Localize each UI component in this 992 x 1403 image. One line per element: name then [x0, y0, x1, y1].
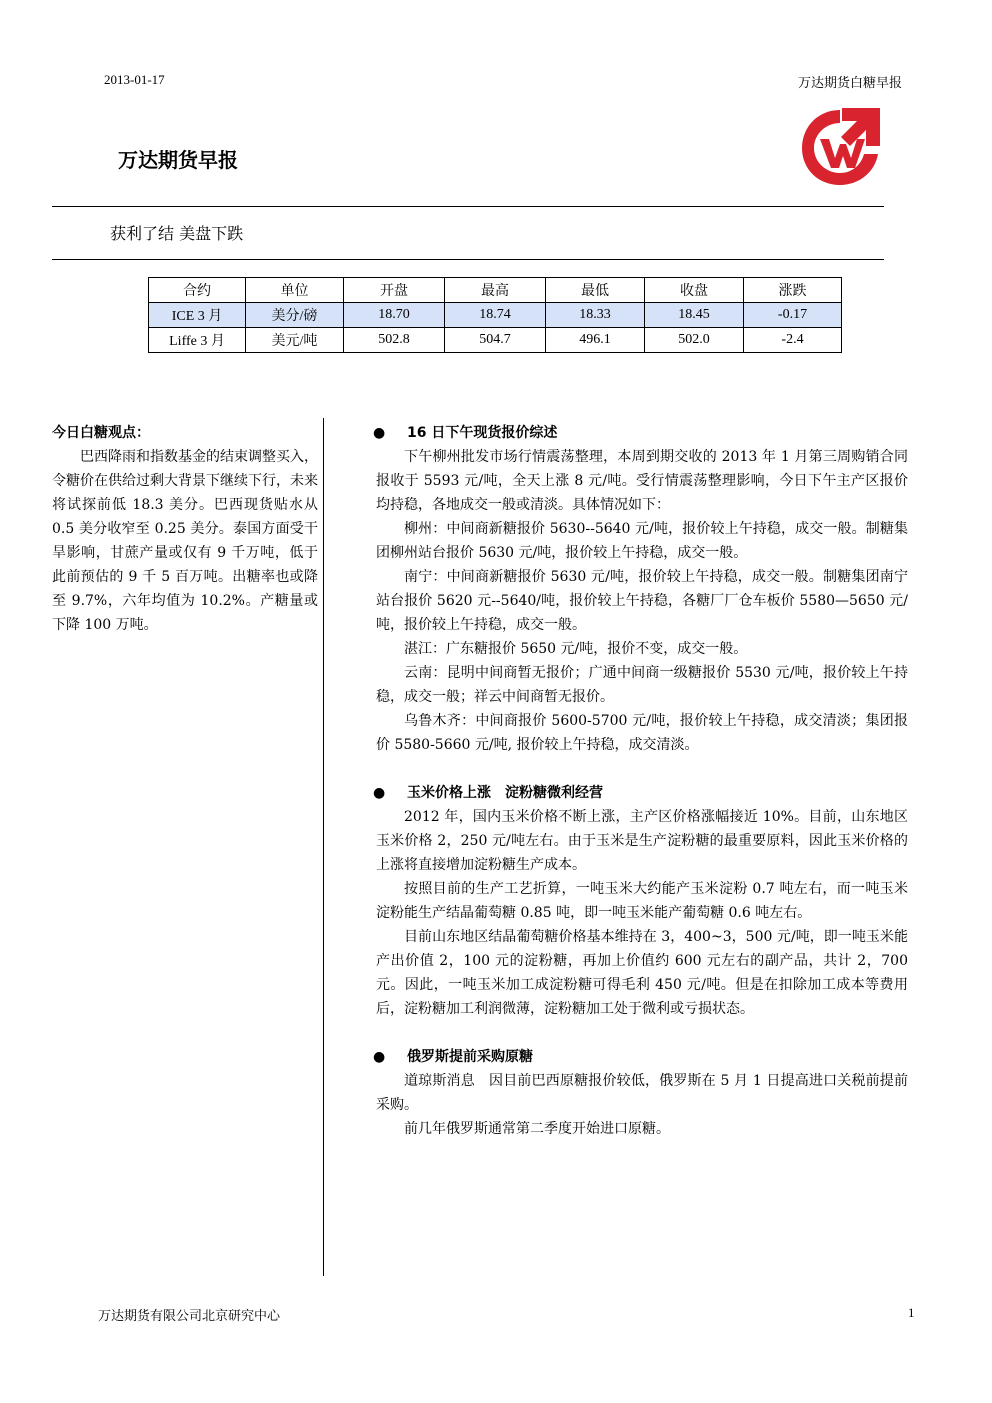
paragraph: 南宁：中间商新糖报价 5630 元/吨，报价较上午持稳，成交一般。制糖集团南宁站台报价 5620 元--5640/吨，报价较上午持稳，各糖厂厂仓车板价 5580—5650 元/吨，报价较上午持稳，成交一般。	[376, 569, 908, 633]
bullet-icon: ●	[373, 785, 386, 801]
paragraph: 2012 年，国内玉米价格不断上涨，主产区价格涨幅接近 10%。目前，山东地区玉米价格 2，250 元/吨左右。由于玉米是生产淀粉糖的最重要原料，因此玉米价格的上涨将直接增加淀粉糖生产成本。	[376, 809, 908, 873]
table-cell: -2.4	[744, 328, 842, 353]
section-heading	[373, 421, 908, 445]
table-cell: 18.45	[645, 303, 744, 328]
report-date: 2013-01-17	[104, 72, 165, 87]
section-heading	[373, 781, 908, 805]
section-heading	[373, 1045, 908, 1069]
wanda-futures-logo-icon	[796, 106, 884, 188]
table-row	[149, 303, 842, 328]
title-divider	[52, 206, 884, 207]
sugar-outlook-sidebar	[52, 421, 318, 637]
header-cell: 最高	[445, 278, 546, 303]
header-cell: 涨跌	[744, 278, 842, 303]
sidebar-body: 巴西降雨和指数基金的结束调整买入，令糖价在供给过剩大背景下继续下行，未来将试探前低 18.3 美分。巴西现货贴水从 0.5 美分收窄至 0.25 美分。泰国方面受干旱影响，甘蔗产量或仅有 9 千万吨，低于此前预估的 9 千 5 百万吨。出糖率也或降至 9.7%，六年均值为 10.2%。产糖量或下降 100 万吨。	[52, 449, 318, 633]
quote-table-header	[149, 278, 842, 303]
section-spot-quotes	[373, 421, 908, 757]
header-cell: 开盘	[344, 278, 445, 303]
paragraph: 道琼斯消息 因目前巴西原糖报价较低，俄罗斯在 5 月 1 日提高进口关税前提前采购。	[376, 1073, 908, 1113]
header-cell: 收盘	[645, 278, 744, 303]
headline: 获利了结 美盘下跌	[110, 224, 244, 243]
page-number: 1	[908, 1305, 915, 1320]
table-cell: 504.7	[445, 328, 546, 353]
footer-org: 万达期货有限公司北京研究中心	[98, 1309, 281, 1324]
table-cell: 18.33	[546, 303, 645, 328]
section-russia-raw-sugar	[373, 1045, 908, 1141]
bullet-icon: ●	[373, 1049, 386, 1065]
section-heading-text: 俄罗斯提前采购原糖	[407, 1049, 533, 1065]
sidebar-heading: 今日白糖观点：	[52, 425, 150, 441]
section-heading-text: 玉米价格上涨 淀粉糖微利经营	[407, 785, 603, 801]
table-row	[149, 328, 842, 353]
paragraph: 柳州：中间商新糖报价 5630--5640 元/吨，报价较上午持稳，成交一般。制糖集团柳州站台报价 5630 元/吨，报价较上午持稳，成交一般。	[376, 521, 908, 561]
table-cell: 美分/磅	[246, 303, 344, 328]
table-cell: 18.70	[344, 303, 445, 328]
table-cell: 美元/吨	[246, 328, 344, 353]
table-cell: 502.8	[344, 328, 445, 353]
table-cell: 496.1	[546, 328, 645, 353]
page-title: 万达期货早报	[118, 148, 238, 172]
headline-divider	[52, 259, 884, 260]
quote-table	[148, 277, 842, 353]
paragraph: 前几年俄罗斯通常第二季度开始进口原糖。	[404, 1121, 670, 1137]
paragraph: 下午柳州批发市场行情震荡整理，本周到期交收的 2013 年 1 月第三周购销合同报收于 5593 元/吨，全天上涨 8 元/吨。受行情震荡整理影响，今日下午主产区报价均持稳，各地成交一般或清淡。具体情况如下：	[376, 449, 908, 513]
paragraph: 目前山东地区结晶葡萄糖价格基本维持在 3，400~3，500 元/吨，即一吨玉米能产出价值 2，100 元的淀粉糖，再加上价值约 600 元左右的副产品，共计 2，700 元。因此，一吨玉米加工成淀粉糖可得毛利 450 元/吨。但是在扣除加工成本等费用后，淀粉糖加工利润微薄，淀粉糖加工处于微利或亏损状态。	[376, 929, 908, 1017]
header-cell: 最低	[546, 278, 645, 303]
table-cell: 18.74	[445, 303, 546, 328]
table-cell: Liffe 3 月	[149, 328, 246, 353]
bullet-icon: ●	[373, 425, 386, 441]
section-corn-prices	[373, 781, 908, 1021]
header-cell: 合约	[149, 278, 246, 303]
paragraph: 乌鲁木齐：中间商报价 5600-5700 元/吨，报价较上午持稳，成交清淡；集团报价 5580-5660 元/吨, 报价较上午持稳，成交清淡。	[376, 713, 908, 753]
paragraph: 按照目前的生产工艺折算，一吨玉米大约能产玉米淀粉 0.7 吨左右，而一吨玉米淀粉能生产结晶葡萄糖 0.85 吨，即一吨玉米能产葡萄糖 0.6 吨左右。	[376, 881, 908, 921]
table-cell: 502.0	[645, 328, 744, 353]
table-cell: ICE 3 月	[149, 303, 246, 328]
column-divider	[323, 418, 324, 1276]
report-name: 万达期货白糖早报	[797, 76, 902, 91]
main-content	[373, 421, 908, 1141]
table-cell: -0.17	[744, 303, 842, 328]
paragraph: 湛江：广东糖报价 5650 元/吨，报价不变，成交一般。	[404, 641, 748, 657]
header-cell: 单位	[246, 278, 344, 303]
paragraph: 云南：昆明中间商暂无报价；广通中间商一级糖报价 5530 元/吨，报价较上午持稳，成交一般；祥云中间商暂无报价。	[376, 665, 908, 705]
section-heading-text: 16 日下午现货报价综述	[407, 425, 558, 441]
